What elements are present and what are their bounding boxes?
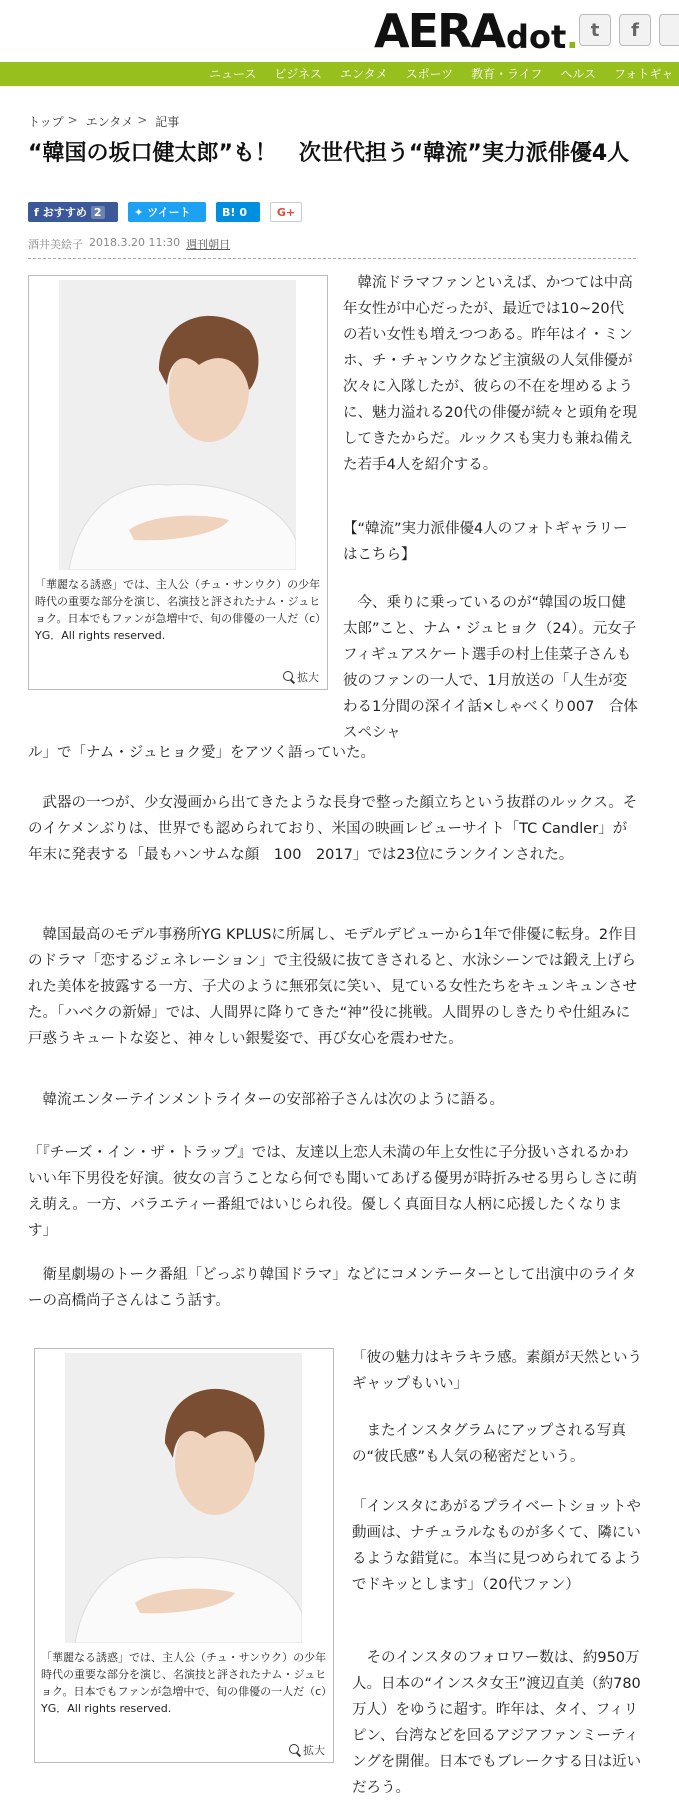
hatena-count: 0 <box>239 205 248 219</box>
source-link[interactable]: 週刊朝日 <box>186 238 231 251</box>
nav-item-sports[interactable]: スポーツ <box>405 67 454 81</box>
portrait-illustration <box>59 280 296 570</box>
facebook-icon: f <box>34 205 39 219</box>
tweet-button[interactable] <box>128 202 206 222</box>
actor-photo[interactable] <box>59 280 296 570</box>
share-bar <box>28 202 302 222</box>
logo-main-text: AERA <box>374 4 505 58</box>
nav-item-entame[interactable]: エンタメ <box>340 67 388 81</box>
breadcrumb-separator: > <box>67 113 78 127</box>
enlarge-button[interactable] <box>289 1742 325 1758</box>
breadcrumb-entame[interactable]: エンタメ <box>85 115 134 129</box>
aera-dot-logo[interactable] <box>374 4 579 58</box>
article-paragraph: 韓流エンターテインメントライターの安部裕子さんは次のように語る。 <box>42 1092 505 1108</box>
facebook-icon[interactable] <box>619 14 651 46</box>
enlarge-label: 拡大 <box>303 1744 325 1757</box>
google-plus-button[interactable] <box>270 202 302 222</box>
author-name: 酒井美絵子 <box>28 238 83 251</box>
article-meta <box>28 236 230 252</box>
nav-item-health[interactable]: ヘルス <box>560 67 597 81</box>
actor-photo[interactable] <box>65 1353 302 1643</box>
figure-caption: 「華麗なる誘惑」では、主人公（チュ・サンウク）の少年時代の重要な部分を演じ、名演技と評されたナム・ジュヒョク。日本でもファンが急増中で、旬の俳優の一人だ（c）YG．All rights reserved. <box>41 1651 327 1715</box>
article-paragraph: 韓国最高のモデル事務所YG KPLUSに所属し、モデルデビューから1年で俳優に転身。2作目のドラマ「恋するジェネレーション」で主役級に抜てきされると、水泳シーンでは鍛え上げられた美体を披露する一方、子犬のように無邪気に笑い、見ている女性たちをキュンキュンさせた。「ハベクの新婦」では、人間界に降りてきた“神”役に挑戦。人間界のしきたりや仕組みに戸惑うキュートな姿と、神々しい銀髪姿で、再び女心を震わせた。 <box>28 927 638 1047</box>
publish-date: 2018.3.20 11:30 <box>89 236 181 249</box>
enlarge-button[interactable] <box>283 669 319 685</box>
zoom-icon <box>289 1744 301 1756</box>
twitter-icon[interactable] <box>579 14 611 46</box>
article-figure-1 <box>28 275 328 690</box>
nav-item-news[interactable]: ニュース <box>209 67 257 81</box>
tweet-label: ツイート <box>147 206 191 219</box>
article-paragraph: 「『チーズ・イン・ザ・トラップ』では、友達以上恋人未満の年上女性に子分扱いされるかわいい年下男役を好演。彼女の言うことなら何でも聞いてあげる優男が時折みせる男らしさに萌え萌え。一方、バラエティー番組ではいじられ役。優しく真面目な人柄に応援したくなります」 <box>28 1145 637 1239</box>
article-title: “韓国の坂口健太郎”も！ 次世代担う“韓流”実力派俳優4人 <box>28 141 630 166</box>
photo-gallery-link[interactable]: 【“韓流”実力派俳優4人のフォトギャラリーはこちら】 <box>343 521 628 563</box>
enlarge-label: 拡大 <box>297 671 319 684</box>
twitter-icon: ✦ <box>134 205 144 219</box>
nav-item-education-life[interactable]: 教育・ライフ <box>471 67 543 81</box>
logo-accent-dot: . <box>566 18 579 56</box>
social-buttons <box>579 14 679 46</box>
portrait-illustration <box>65 1353 302 1643</box>
figure-caption: 「華麗なる誘惑」では、主人公（チュ・サンウク）の少年時代の重要な部分を演じ、名演技と評されたナム・ジュヒョク。日本でもファンが急増中で、旬の俳優の一人だ（c）YG．All rights reserved. <box>35 578 321 642</box>
meta-divider <box>28 258 636 259</box>
breadcrumb-current: 記事 <box>155 115 180 129</box>
nav-item-photogallery[interactable]: フォトギャ <box>614 67 674 81</box>
logo-dot-word: dot <box>506 18 567 56</box>
share-icon[interactable] <box>659 14 679 46</box>
article-paragraph: 衛星劇場のトーク番組「どっぷり韓国ドラマ」などにコメンテーターとして出演中のライターの高橋尚子さんはこう話す。 <box>28 1267 637 1309</box>
twitter-glyph: t <box>590 19 600 41</box>
facebook-recommend-button[interactable] <box>28 202 118 222</box>
site-header <box>0 0 679 62</box>
breadcrumb <box>28 113 179 130</box>
article-paragraph: 「インスタにあがるプライベートショットや動画は、ナチュラルなものが多くて、隣にいるような錯覚に。本当に見つめられてるようでドキッとします」（20代ファン） <box>352 1499 642 1593</box>
article-paragraph: 韓流ドラマファンといえば、かつては中高年女性が中心だったが、最近では10~20代の若い女性も増えつつある。昨年はイ・ミンホ、チ・チャンウクなど主演級の人気俳優が次々に入隊したが、彼らの不在を埋めるように、魅力溢れる20代の俳優が続々と頭角を現してきたからだ。ルックスも実力も兼ね備えた若手4人を紹介する。 <box>343 275 637 473</box>
article-paragraph: 武器の一つが、少女漫画から出てきたような長身で整った顔立ちという抜群のルックス。そのイケメンぶりは、世界でも認められており、米国の映画レビューサイト「TC Candler」が年末に発表する「最もハンサムな顔 100 2017」では23位にランクインされた。 <box>28 795 638 863</box>
article-paragraph: 「彼の魅力はキラキラ感。素顔が天然というギャップもいい」 <box>352 1350 642 1392</box>
facebook-glyph: f <box>631 19 639 41</box>
hatena-bookmark-button[interactable] <box>216 202 260 222</box>
hatena-label: B! <box>222 205 236 219</box>
breadcrumb-top[interactable]: トップ <box>28 115 64 129</box>
logo-sub-text <box>506 20 578 54</box>
article-paragraph: そのインスタのフォロワー数は、約950万人。日本の“インスタ女王”渡辺直美（約780万人）をゆうに超す。昨年は、タイ、フィリピン、台湾などを回るアジアファンミーティングを開催。日本でもブレークする日は近いだろう。 <box>352 1650 642 1796</box>
facebook-recommend-label: おすすめ <box>42 206 87 219</box>
article-paragraph: 今、乗りに乗っているのが“韓国の坂口健太郎”こと、ナム・ジュヒョク（24）。元女子フィギュアスケート選手の村上佳菜子さんも彼のファンの一人で、1月放送の「人生が変わる1分間の深イイ話×しゃべくり007 合体スペシャ <box>343 595 638 741</box>
nav-item-business[interactable]: ビジネス <box>274 67 323 81</box>
gplus-label: G+ <box>276 205 296 219</box>
category-nav <box>0 62 679 86</box>
article-figure-2 <box>34 1348 334 1763</box>
article-paragraph: またインスタグラムにアップされる写真の“彼氏感”も人気の秘密だという。 <box>352 1423 626 1465</box>
breadcrumb-separator: > <box>137 113 148 127</box>
article-paragraph: ル」で「ナム・ジュヒョク愛」をアツく語っていた。 <box>28 745 375 761</box>
zoom-icon <box>283 671 295 683</box>
facebook-count: 2 <box>91 206 105 219</box>
